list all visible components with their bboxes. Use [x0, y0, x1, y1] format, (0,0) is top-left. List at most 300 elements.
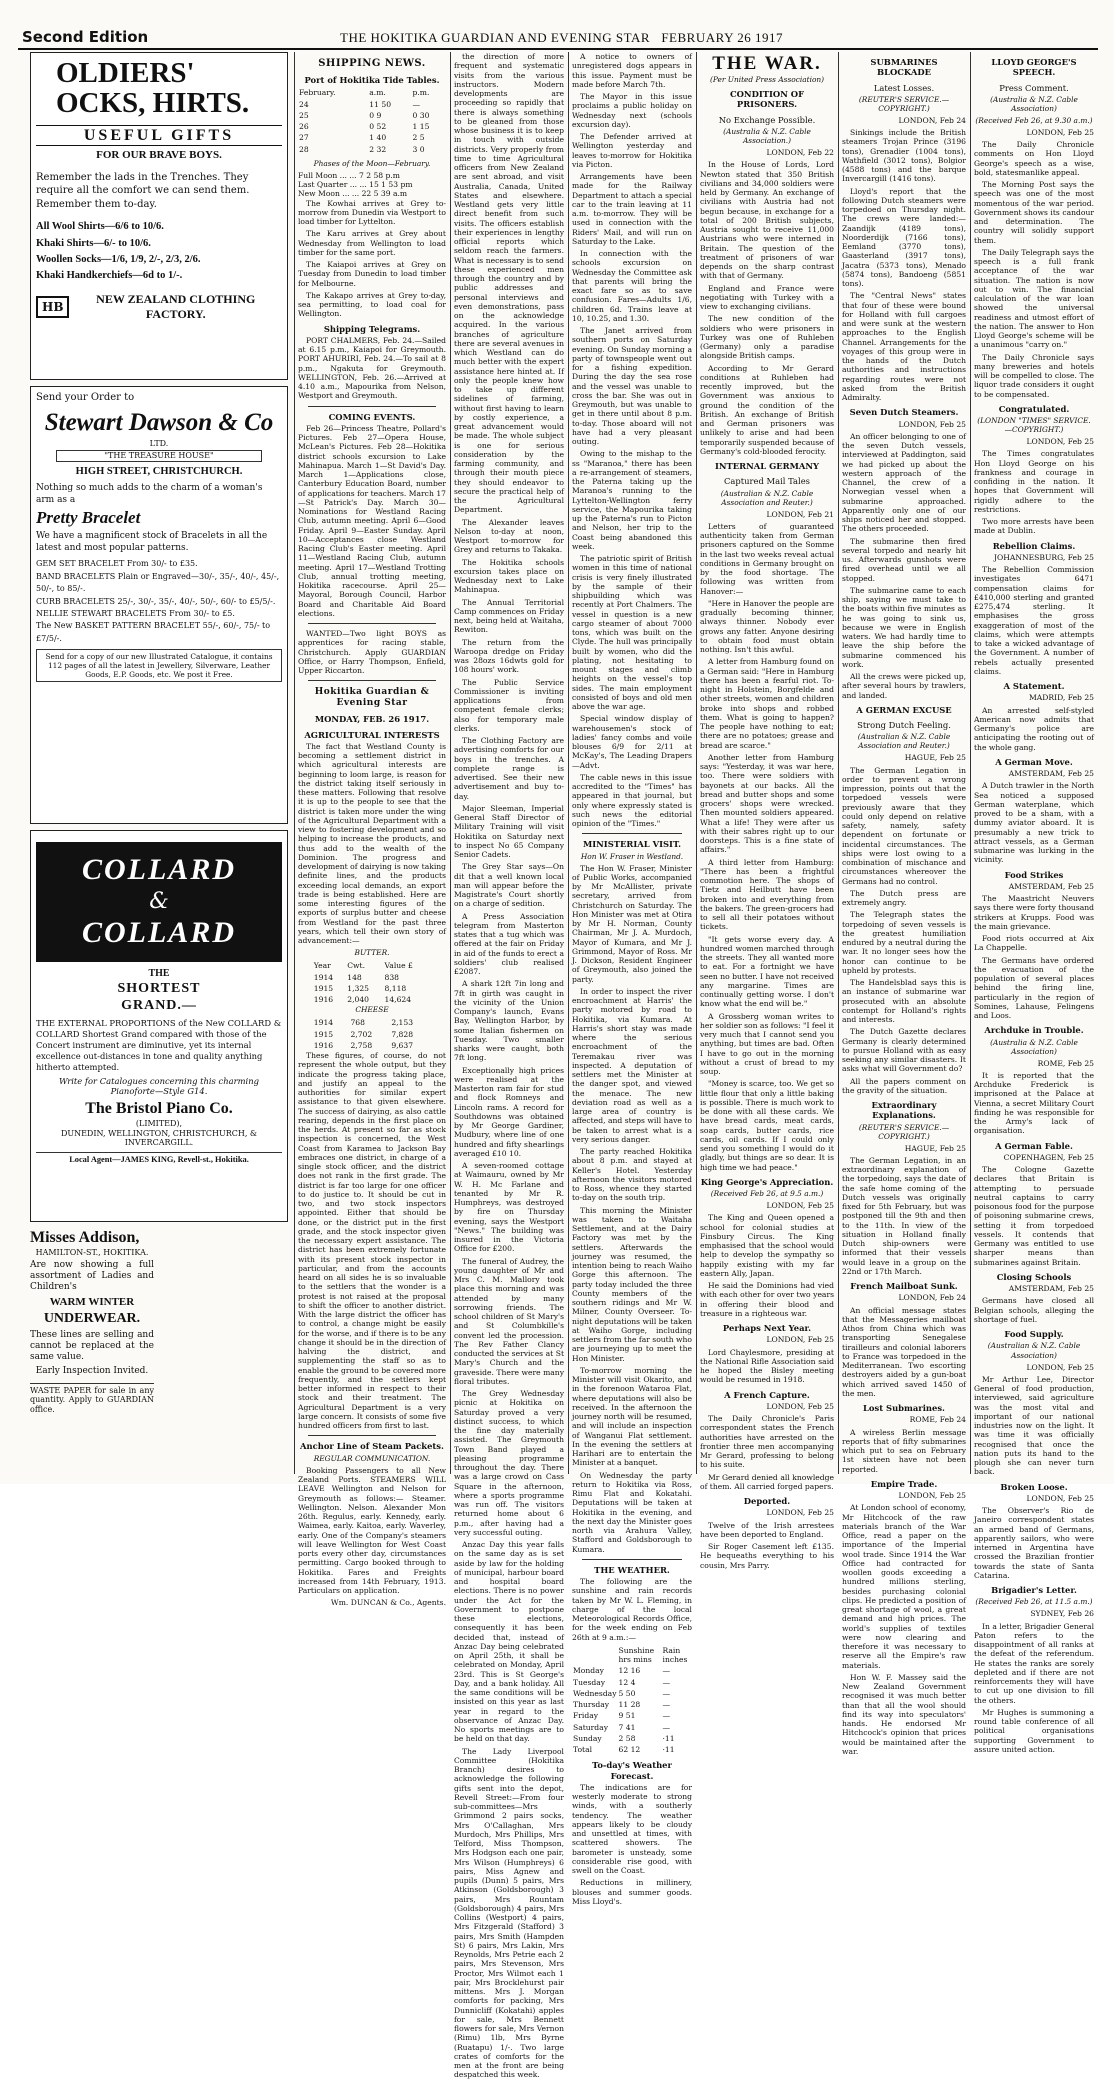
collard-the: THE	[148, 968, 170, 980]
war-paragraph: "It gets worse every day. A hundred women marched through the streets. They all wanted more to eat. For a fortnight we have seen no butter. I have not received any margarine. Times are continually getting worse. I don't know what the end will be."	[700, 934, 834, 1009]
tide-col-header: February.	[299, 88, 336, 98]
tide-cell: 24	[299, 99, 309, 109]
column-rule	[696, 52, 697, 1474]
tide-cell: 1 40	[369, 133, 387, 143]
dateline: HAGUE, Feb 25	[904, 1143, 966, 1153]
dateline: LONDON, Feb 25	[766, 1335, 834, 1345]
tide-table	[298, 87, 446, 155]
german-excuse-agency: (Australian & N.Z. Cable Association and Reuter.)	[857, 732, 951, 751]
statement-heading: A Statement.	[1003, 681, 1065, 692]
war-paragraph: The Daily Chronicle says many breweries and hotels will be compelled to close. The liquor trade considers it ought to be compensated.	[974, 352, 1094, 399]
war-paragraph: Mr Hughes is summoning a round table conference of all political organisations supporting Government to assure united action.	[974, 1707, 1094, 1754]
divider	[308, 623, 436, 624]
tide-cell: 3 0	[412, 144, 425, 154]
press-comment-agency: (Australia & N.Z. Cable Association)	[990, 94, 1078, 113]
news-paragraph: The Lady Liverpool Committee (Hokitika Branch) desires to acknowledge the following gifts sent into the depot, Revell Street:—From four sub-committees—Mrs Grimmond 2 pairs socks, Mrs O'Callaghan, Mrs Murdoch, Mrs Phillips, Mrs Telford, Miss Thompson, Mrs Hodgson each one pair, Mrs Wilson (Humphreys) 6 pairs, Miss Agnew and pupils (Dunn) 5 pairs, Mrs Atkinson (Goldsborough) 3 pairs, Mrs Rountam (Goldsborough) 4 pairs, Mrs Collins (Westport) 4 pairs, Mrs Fitzgerald (Stafford) 3 pairs, Mrs Smith (Hampden St) 6 pairs, Mrs Lakin, Mrs Reynolds, Mrs Petrie each 2 pairs, Mrs Stevenson, Mrs Proctor, Mrs Wilmot each 1 pair, Mrs Brocklehurst pair mittens. Mrs J. Morgan comforts for packing, Mrs Dunnicliff (Kokatahi) apples for sale, Mrs Bennett flowers for sale, Mrs Vernon (Rimu) 1lb, Mrs Byrne (Ruatapu) 1/-. Two large crates of comforts for the men at the front are being despatched this week.	[454, 1746, 564, 2080]
war-heading: THE WAR.	[712, 53, 822, 74]
weather-cell: Thursday	[573, 1700, 610, 1710]
visit-paragraph: The party reached Hokitika about 8 p.m. and stayed at Keller's Hotel. Yesterday afternoon the visitors motored to Ross, whence they started to-day on the south trip.	[572, 1147, 692, 1203]
news-paragraph: The cable news in this issue accredited to the "Times" has appeared in that journal, but only where expressly stated is such news the editorial opinion of the "Times."	[572, 772, 692, 828]
moon-phases-heading: Phases of the Moon—February.	[313, 158, 431, 168]
tide-cell: 11 50	[369, 99, 392, 109]
tide-cell: 2 5	[412, 133, 425, 143]
news-paragraph: A Press Association telegram from Masterton states that a tug which was offered at the fair on Friday in aid of the funds to erect a soldiers' club realised £2087.	[454, 911, 564, 976]
war-paragraph: The Daily Chronicle comments on Hon Lloyd George's speech as a wise, bold, statesmanlike appeal.	[974, 140, 1094, 177]
explanations-heading: Extraordinary Explanations.	[871, 1100, 937, 1121]
war-paragraph: The submarine came to each ship, saying we must take to the boats within five minutes as he was going to sink us, because we were in English waters. We had hardly time to leave the ship before the submarine commenced his work.	[842, 585, 966, 669]
tide-row	[298, 144, 446, 155]
war-paragraph: The Dutch Gazette declares Germany is clearly determined to pursue Holland with as easy seeking any similar disasters. It asks what will Government do?	[842, 1027, 966, 1074]
news-paragraph: Special window display of warehousemen's stock of ladies' fancy combs and voile blouses 6/9 for 2/11 at McKay's, The Leading Drapers—Advt.	[572, 714, 692, 770]
butter-row	[313, 994, 431, 1005]
war-paragraph: England and France were negotiating with Turkey with a view to exchanging civilians.	[700, 283, 834, 312]
visit-paragraph: To-morrow morning the Minister will visit Okarito, and in the forenoon Wataroa Flat, where deputations will also be received. In the afternoon the journey north will be resumed, and will include an inspection of Wanganui Flat settlement. In the evening the settlers at Harihari are to entertain the Minister at a banquet.	[572, 1365, 692, 1468]
bracelet-list	[36, 558, 282, 645]
war-paragraph: The Maastricht Neuvers says there were forty thousand strikers at Krupps. Food was the main grievance.	[974, 894, 1094, 931]
cheese-cell: 2,702	[350, 1029, 373, 1039]
weather-cell: —	[662, 1700, 671, 1710]
cheese-cell: 1915	[313, 1029, 334, 1039]
weather-col-header: Rain inches	[662, 1645, 688, 1665]
bracelet-item: NELLIE STEWART BRACELETS From 30/- to £5.	[36, 609, 235, 619]
butter-col-header: Cwt.	[347, 961, 366, 971]
tide-cell: —	[412, 99, 421, 109]
war-paragraph: Sinkings include the British steamers Trojan Prince (3196 tons), Grenadier (1004 tons), Wathfield (3012 tons), Bolgior (4588 tons) and the barque Invercargill (1416 tons).	[842, 128, 966, 184]
war-paragraph: The Germans have ordered the evacuation of the population of several places behind the firing line, particularly in the region of Somines, Lahause, Felingens and Loos.	[974, 955, 1094, 1021]
press-comment-heading: Press Comment.	[999, 82, 1069, 93]
dateline: LONDON, Feb 25	[766, 1401, 834, 1411]
column-rule	[568, 52, 569, 1474]
dateline: ROME, Feb 25	[1037, 1058, 1094, 1068]
war-paragraph: At London school of economy, Mr Hitchcock of the raw materials branch of the War Office, read a paper on the importance of the Imperial wool trade. Since 1914 the War Office had contracted for woollen goods exceeding a hundred millions sterling, besides purchasing colonial clips. He predicted a position of great shortage of wool, a great demand and high prices. The world's supplies of textiles were now clearing and therefore it was necessary to reserve all the Empire's raw materials.	[842, 1503, 966, 1670]
mailboat-heading: French Mailboat Sunk.	[850, 1281, 958, 1292]
internal-germany-heading: INTERNAL GERMANY	[714, 461, 819, 472]
butter-heading: BUTTER.	[354, 948, 390, 958]
weather-cell: —	[662, 1677, 671, 1687]
closing-schools-heading: Closing Schools	[996, 1271, 1072, 1282]
food-strikes-heading: Food Strikes	[1004, 869, 1064, 880]
anchor-line-heading: Anchor Line of Steam Packets.	[300, 1441, 444, 1452]
news-paragraph: A notice to owners of unregistered dogs appears in this issue. Payment must be made before March 7th.	[572, 52, 692, 89]
ministerial-visit-heading: MINISTERIAL VISIT.	[582, 839, 682, 850]
collard-grand: GRAND.—	[121, 998, 197, 1014]
news-paragraph: The Mayor in this issue proclaims a public holiday on Wednesday next (schools excursion day).	[572, 92, 692, 129]
war-paragraph: The Cologne Gazette declares that Britain is attempting to persuade neutral captains to carry poisonous food for the purpose of poisoning submarine crews, setting it from torpedoed vessels. It contends that Germany was entitled to use sharper means than submarines against Britain.	[974, 1165, 1094, 1267]
dateline: SYDNEY, Feb 26	[1030, 1609, 1094, 1619]
war-paragraph: Letters of guaranteed authenticity taken from German prisoners captured on the Somme in the last two weeks reveal actual conditions in Germany brought on by the food shortage. The following was written from Hanover:—	[700, 521, 834, 596]
collard-shortest: SHORTEST	[117, 981, 201, 997]
weather-table	[572, 1645, 692, 1756]
war-paragraph: Lord Chaylesmore, presiding at the National Rifle Association said he hoped the Bisley meeting would be resumed in 1918.	[700, 1347, 834, 1385]
divider	[308, 680, 436, 681]
brigadier-letter-heading: Brigadier's Letter.	[991, 1585, 1077, 1596]
news-paragraph: Exceptionally high prices were realised at the Masterton ram fair for stud and flock Romneys and Lincoln rams. A record for Southdowns was obtained by Mr George Gardiner, Mudbury, where line of one hundred and fifty shearlings averaged £10 10.	[454, 1065, 564, 1158]
dateline: LONDON, Feb 24	[898, 1293, 966, 1303]
french-capture-heading: A French Capture.	[724, 1389, 810, 1400]
divider	[308, 1435, 436, 1436]
rebellion-claims-heading: Rebellion Claims.	[992, 540, 1076, 551]
moon-phase: Full Moon ... ... 7 2 58 p.m	[298, 170, 401, 180]
war-paragraph: The German Legation in order to prevent a wrong impression, points out that the torpedoed vessels were previously aware that they could only depend on relative safety, namely, safety dependent on fortunate or incidental circumstances. The ships were lost owing to a combination of mischance and circumstances whereover the Germans had no control.	[842, 765, 966, 886]
lloyd-george-heading: LLOYD GEORGE'S SPEECH.	[991, 57, 1077, 78]
war-paragraph: The Observer's Rio de Janeiro correspondent states an armed band of Germans, apparently sailors, who were interned in Argentina have crossed the Brazilian frontier towards the state of Santa Catarina.	[974, 1506, 1094, 1580]
divider	[582, 1559, 682, 1560]
addison-early: Early Inspection Invited.	[35, 1365, 149, 1376]
anchor-line-agents: Wm. DUNCAN & Co., Agents.	[330, 1598, 446, 1608]
war-paragraph: The Daily Chronicle's Paris correspondent states the French authorities have arrested on the frontier three men accompanying Mr Gerard, professing to belong to his suite.	[700, 1414, 834, 1470]
dateline: LONDON, Feb 25	[898, 419, 966, 429]
price-item: All Wool Shirts—6/6 to 10/6.	[36, 221, 164, 233]
local-news-column	[454, 52, 564, 2080]
moon-phase: Last Quarter ... ... 15 1 53 pm	[298, 180, 413, 190]
war-sub: (Per United Press Association)	[709, 75, 825, 85]
weather-cell: ·11	[662, 1733, 675, 1743]
weather-cell: 11 28	[618, 1700, 641, 1710]
butter-col-header: Value £	[384, 961, 413, 971]
cheese-cell: 1914	[313, 1018, 334, 1028]
nz-hb-logo: HB	[36, 296, 69, 319]
news-paragraph: Arrangements have been made for the Railway Department to attach a special car to the train leaving at 11 a.m. to-morrow. They will be used in connection with the Riders' Mail, and will run on Saturday to the Lake.	[572, 172, 692, 246]
war-column	[700, 52, 834, 1570]
divider	[582, 833, 682, 834]
weather-cell: ·11	[662, 1745, 675, 1755]
internal-germany-sub: Captured Mail Tales	[724, 476, 810, 487]
ministerial-visit-sub: Hon W. Fraser in Westland.	[580, 851, 684, 861]
shipping-item: The Kaiapoi arrives at Grey on Tuesday from Dunedin to load timber for Melbourne.	[298, 260, 446, 288]
war-paragraph: Two more arrests have been made at Dublin.	[974, 517, 1094, 536]
submarine-heading: SUBMARINES BLOCKADE	[870, 57, 938, 78]
weather-cell: 5 50	[618, 1688, 636, 1698]
pretty-bracelet-heading: Pretty Bracelet	[36, 508, 141, 528]
addison-ad	[30, 1228, 154, 1415]
empire-trade-heading: Empire Trade.	[870, 1478, 938, 1489]
tide-row	[298, 99, 446, 110]
news-paragraph: The funeral of Audrey, the young daughter of Mr and Mrs C. M. Mallory took place this morning and was attended by many sorrowing friends. The school children of St Mary's and St Columbkille's convent led the procession. The Rev Father Clancy conducted the services at St Mary's Church and the graveside. There were many floral tributes.	[454, 1256, 564, 1386]
war-paragraph: Twelve of the Irish arrestees have been deported to England.	[700, 1520, 834, 1539]
soldiers-socks-shirts-title: OLDIERS' OCKS, HIRTS.	[56, 57, 250, 120]
dateline: HAGUE, Feb 25	[904, 753, 966, 763]
news-paragraph: The Defender arrived at Wellington yesterday and leaves to-morrow for Hokitika via Picton.	[572, 132, 692, 169]
clothing-price-list	[36, 219, 282, 284]
addison-underwear: UNDERWEAR.	[43, 1310, 141, 1326]
deported-heading: Deported.	[743, 1496, 791, 1507]
dateline: LONDON, Feb 25	[1026, 437, 1094, 447]
tide-table-heading: Port of Hokitika Tide Tables.	[304, 75, 440, 86]
collard-write: Write for Catalogues concerning this charming Pianoforte—Style G14.	[59, 1075, 259, 1097]
press-comment-received: (Received Feb 26, at 9.30 a.m.)	[975, 115, 1093, 125]
king-george-heading: King George's Appreciation.	[700, 1176, 834, 1187]
weather-intro: The following are the sunshine and rain records taken by Mr W. L. Fleming, in charge of the local Meteorological Records Office, for the week ending on Feb 26th at 9 a.m.:—	[572, 1577, 692, 1642]
butter-table	[313, 960, 431, 1005]
weather-cell: 62 12	[618, 1745, 641, 1755]
butter-header-row	[313, 960, 431, 971]
stewart-dawson-lead: Send your Order to	[36, 392, 135, 403]
weather-cell: —	[662, 1722, 671, 1732]
internal-germany-agency: (Australian & N.Z. Cable Association and Reuter.)	[720, 488, 814, 507]
coming-events-heading: COMING EVENTS.	[328, 411, 416, 422]
war-paragraph: He said the Dominions had vied with each other for over two years in offering their blood and treasure in a righteous war.	[700, 1281, 834, 1318]
masthead	[340, 30, 783, 46]
shipping-column	[298, 52, 446, 1608]
war-paragraph: In the House of Lords, Lord Newton stated that 350 British civilians and 34,000 soldiers were held by Germany. An exchange of civilians with Austria had not begun because, in exchange for a total of 200 British subjects, Austria sought to receive 11,000 Austrians who were interned in Britain. The question of the treatment of prisoners of war depends on the sharp contrast with that of Germany.	[700, 160, 834, 281]
news-paragraph: The patriotic spirit of British women in this time of national crisis is very finely illustrated by the sample of their shipbuilding which was recently at Port Chalmers. The vessel in question is a new cargo steamer of about 7000 tons, which was built on the Clyde. The hull was principally built by women, who did the plating, not hesitating to mount stages and climb heights on the vessel's top sides. The main employment consisted of boys and old men above the war age.	[572, 554, 692, 711]
price-item: Khaki Shirts—6/- to 10/6.	[36, 237, 151, 249]
shipping-item: The Kakapo arrives at Grey to-day, sea permitting, to load coal for Wellington.	[298, 290, 446, 319]
weather-row	[572, 1677, 692, 1688]
weather-col-header	[572, 1645, 618, 1666]
bracelet-stock-text: We have a magnificent stock of Bracelets in all the latest and most popular patterns.	[36, 531, 268, 553]
visit-paragraph: In order to inspect the river encroachment at Harris' the party motored by road to Hokitika, via Kumara. At Harris's short stay was made where the serious encroachment of the Teremakau river was inspected. A deputation of settlers met the Minister at the danger spot, and viewed the menace. The new deviation road as well as a large area of country is affected, and steps will have to be taken to arrest what is a very serious danger.	[572, 986, 692, 1144]
reductions-notice: Reductions in millinery, blouses and summer goods. Miss Lloyd's.	[572, 1878, 692, 1906]
addison-title: Misses Addison,	[30, 1229, 140, 1246]
edition-label: Second Edition	[22, 28, 149, 46]
congratulated-heading: Congratulated.	[998, 403, 1070, 414]
news-paragraph: A seven-roomed cottage at Waimauru, owned by Mr W. H. Mc Farlane and tenanted by Mr R. Humphreys, was destroyed by fire on Thursday evening, says the Westport "News." The building was insured in the Victoria Office for £200.	[454, 1161, 564, 1254]
news-paragraph: The Janet arrived from southern ports on Saturday evening. On Sunday morning a party of townspeople went out for a fishing expedition. During the day the sea rose and the vessel was unable to cross the bar. She was out in Greymouth, but was unable to get in there until about 8 p.m. to-day. Those aboard will not have had a very pleasant outing.	[572, 326, 692, 446]
page-header	[0, 0, 1114, 48]
german-fable-heading: A German Fable.	[995, 1140, 1073, 1151]
stewart-dawson-ad	[30, 386, 288, 824]
war-paragraph: The Handelsblad says this is an instance of submarine war prosecuted with an absolute contempt for Holland's rights and interests.	[842, 978, 966, 1025]
bracelet-item: GEM SET BRACELET From 30/- to £35.	[36, 559, 198, 569]
cheese-cell: 2,758	[350, 1040, 373, 1050]
war-paragraph: "Money is scarce, too. We get so little flour that only a little baking is possible. There is much work to be done with all these cards. We have bread cards, meat cards, soap cards, butter cards, rice cards, oil cards. If I could only send you something I would do it gladly, but things are so dear. It is high time we had peace."	[700, 1079, 834, 1172]
weather-heading: THE WEATHER.	[594, 1564, 670, 1575]
stewart-dawson-brand: Stewart Dawson & Co	[44, 409, 274, 437]
visit-paragraph: This morning the Minister was taken to Waitaha Settlement, and at the Dairy Factory was met by the settlers. Afterwards the journey was resumed, the intention being to reach Waiho Gorge this afternoon. The party today included the three County members of the southern ridings and Mr W. Milner, County Overseer. To-night deputations will be taken at Waiho Gorge, including settlers from the far south who are journeying up to meet the Hon Minister.	[572, 1205, 693, 1363]
stewart-dawson-ltd: LTD.	[149, 438, 169, 448]
weather-cell: Sunday	[573, 1733, 602, 1743]
coming-events-list: Feb 26—Princess Theatre, Pollard's Pictures. Feb 27—Opera House, McLean's Pictures. Feb 28—Hokitika district schools excursion to Lake Mahinapua. March 1—St David's Day. March 1—Applications close, Canterbury Education Board, number of applications for teachers. March 17—St Patrick's Day. March 30—Nominations for Westland Racing Club, autumn meeting. April 6—Good Friday. April 9—Easter Sunday. April 10—Acceptances close Westland Racing Club's Easter meeting. April 11—Westland Racing Club, autumn meeting. April 17—Westland Trotting Club, annual trotting meeting, Hokitika racecourse. April 25—Mayoral, Borough Council, Harbor Board and Charitable Aid Board elections.	[298, 423, 446, 618]
visit-paragraph: On Wednesday the party return to Hokitika via Ross, Rimu Flat and Kokatahi. Deputations will be taken at Hokitika in the evening, and the next day the Minister goes north via Arahura Valley, Stafford and Goldsborough to Kumara.	[572, 1470, 692, 1554]
war-paragraph: The King and Queen opened a school for colonial studies at Finsbury Circus. The King emphasised that the school would help to develop the sympathy so happily existing with my far eastern Ally, Japan.	[700, 1213, 834, 1278]
dateline: LONDON, Feb 25	[1026, 1362, 1094, 1372]
butter-cell: 8,118	[384, 983, 407, 993]
bracelet-item: The New BASKET PATTERN BRACELET 55/-, 60/-, 75/- to £7/5/-.	[36, 621, 271, 643]
war-paragraph: The Morning Post says the speech was one of the most momentous of the war period. Government shows its candour and determination. The country will solidly support them.	[974, 180, 1094, 245]
dateline: JOHANNESBURG, Feb 25	[993, 552, 1094, 562]
war-paragraph: A Dutch trawler in the North Sea noticed a supposed German waterplane, which proved to be a sham, with a dummy aviator aboard. It is presumably a new trick to attract vessels, as a German submarine was lurking in the vicinity.	[974, 781, 1094, 865]
tide-row	[298, 110, 446, 121]
cheese-cell: 2,153	[391, 1018, 414, 1028]
next-year-heading: Perhaps Next Year.	[722, 1323, 812, 1334]
tide-row	[298, 132, 446, 143]
war-paragraph: Food riots occurred at Aix La Chappelle.	[974, 934, 1094, 953]
stewart-dawson-street: HIGH STREET, CHRISTCHURCH.	[75, 466, 243, 478]
food-supply-heading: Food Supply.	[1004, 1329, 1064, 1340]
prisoners-agency: (Australia & N.Z. Cable Association.)	[723, 126, 811, 145]
butter-cell: 1,325	[347, 983, 369, 993]
dateline: AMSTERDAM, Feb 25	[1008, 769, 1094, 779]
tide-cell: 25	[299, 110, 309, 120]
dutch-steamers-heading: Seven Dutch Steamers.	[849, 407, 959, 418]
visit-paragraph: The Hon W. Fraser, Minister of Public Works, accompanied by Mr McAllister, private secretary, arrived from Christchurch on Saturday. The Hon Minister was met at Otira by Mr H. Norman, County Chairman, Mr J. A. Murdoch, Mayor of Kumara, and Mr J. Grimmond, Mayor of Ross. Mr J. Dickson, Resident Engineer of Greymouth, also joined the party.	[572, 863, 692, 984]
war-paragraph: Germans have closed all Belgian schools, alleging the shortage of fuel.	[974, 1296, 1094, 1324]
column-rule	[970, 52, 971, 1474]
war-paragraph: In a letter, Brigadier General Paton refers to the disappointment of all ranks at the defeat of the referendum. He states the ranks are sorely depleted and if there are not reinforcements they will have to cut up one division to fill the others.	[974, 1621, 1094, 1705]
butter-cell: 14,624	[384, 995, 412, 1005]
shipping-telegrams: PORT CHALMERS, Feb. 24.—Sailed at 6.15 p.m., Kaiapoi for Greymouth. PORT AHURIRI, Feb. 24.—To sail at 8 p.m., Ngakuta for Greymouth. WELLINGTON, Feb. 26.—Arrived at 4.10 a.m., Mapourika from Nelson, Westport and Greymouth.	[298, 335, 446, 401]
news-paragraph: The Hokitika schools excursion takes place on Wednesday next to Lake Mahinapua.	[454, 557, 564, 595]
submarine-column	[842, 52, 966, 1756]
collard-body: THE EXTERNAL PROPORTIONS of the New COLLARD & COLLARD Shortest Grand compared with those of the Concert instrument are diminutive, yet its internal excellence out-distances in tone and quality anything hitherto attempted.	[36, 1018, 282, 1073]
tide-cell: 1 15	[412, 122, 430, 132]
collard-word: COLLARD	[81, 916, 236, 950]
submarine-sub: Latest Losses.	[873, 82, 935, 93]
war-paragraph: An arrested self-styled American now admits that Germany's police are anticipating the rooting out of the whole gang.	[974, 705, 1094, 752]
dateline: LONDON, Feb 25	[1026, 127, 1094, 137]
bristol-address: DUNEDIN, WELLINGTON, CHRISTCHURCH, & INVERCARGILL.	[60, 1128, 258, 1148]
butter-col-header: Year	[313, 961, 331, 971]
tide-cell: 0 9	[369, 110, 382, 120]
bristol-piano-name: The Bristol Piano Co.	[85, 1100, 233, 1118]
war-paragraph: A Grossberg woman writes to her soldier son as follows: "I feel it very much that I cannot send you anything, but times are bad. Often I have to go out in the morning without a crust of bread to my soup.	[700, 1011, 834, 1077]
tide-header-row	[298, 87, 446, 98]
war-paragraph: The new condition of the soldiers who were prisoners in Turkey was one of Ruhleben (Germany) only a paradise alongside British camps.	[700, 314, 834, 361]
archduke-agency: (Australia & N.Z. Cable Association)	[990, 1037, 1078, 1056]
bristol-ltd: (LIMITED),	[135, 1118, 183, 1128]
news-paragraph: A shark 12ft 7in long and 7ft in girth was caught in the vicinity of the Union Company's launch, Evans Bay, Wellington Harbor, by some Italian fishermen on Tuesday. Two smaller sharks were caught, both 7ft long.	[454, 979, 564, 1063]
cheese-cell: 7,828	[391, 1029, 414, 1039]
paper-date: MONDAY, FEB. 26 1917.	[314, 714, 430, 725]
german-excuse-heading: A GERMAN EXCUSE	[856, 704, 952, 715]
forecast-heading: To-day's Weather Forecast.	[592, 1760, 672, 1781]
weather-row	[572, 1710, 692, 1721]
paper-title: Hokitika Guardian & Evening Star	[314, 687, 430, 709]
divider	[308, 406, 436, 407]
waste-paper-ad: WASTE PAPER for sale in any quantity. Apply to GUARDIAN office.	[30, 1383, 154, 1415]
weather-total-row	[572, 1744, 692, 1755]
tide-cell: 0 52	[369, 122, 387, 132]
dateline: LONDON, Feb 25	[1026, 1493, 1094, 1503]
collard-word: COLLARD	[81, 853, 236, 886]
moon-phase: New Moon ... ... 22 5 39 a.m	[298, 189, 408, 199]
weather-cell: Saturday	[573, 1722, 608, 1732]
dateline: AMSTERDAM, Feb 25	[1008, 881, 1094, 891]
tide-cell: 27	[299, 133, 309, 143]
tide-cell: 0 30	[412, 110, 430, 120]
cheese-row	[313, 1017, 431, 1028]
dateline: LONDON, Feb 21	[766, 509, 834, 519]
butter-row	[313, 983, 431, 994]
addison-street: HAMILTON-ST., HOKITIKA.	[35, 1247, 149, 1257]
weather-cell: —	[662, 1666, 671, 1676]
broken-loose-heading: Broken Loose.	[1000, 1481, 1068, 1492]
food-supply-agency: (Australian & N.Z. Cable Association)	[987, 1341, 1081, 1360]
cheese-cell: 9,637	[391, 1040, 414, 1050]
treasure-house-label: "THE TREASURE HOUSE"	[56, 450, 262, 462]
war-paragraph: "Here in Hanover the people are gradually becoming thinner, always thinner. Nobody ever grows any fatter. Anyone desiring to obtain food must obtain nothing. Isn't this awful.	[700, 598, 834, 655]
cheese-cell: 768	[350, 1018, 365, 1028]
dateline: COPENHAGEN, Feb 25	[1003, 1152, 1094, 1162]
collard-ampersand: &	[149, 888, 169, 914]
tide-cell: 26	[299, 122, 309, 132]
news-paragraph: The Alexander leaves Nelson to-day at noon, Westport to-morrow for Grey and returns to Takaka.	[454, 517, 564, 555]
shipping-telegrams-heading: Shipping Telegrams.	[323, 323, 421, 334]
butter-cell: 2,040	[347, 995, 369, 1005]
war-paragraph: All the crews were picked up, after several hours by trawlers, and landed.	[842, 672, 966, 700]
news-paragraph: The return from the Waroopa dredge on Friday was 28ozs 16dwts gold for 108 hours' work.	[454, 637, 564, 675]
cheese-cell: 1916	[313, 1040, 334, 1050]
local-agent: Local Agent—JAMES KING, Revell-st., Hokitika.	[36, 1152, 282, 1165]
dateline: LONDON, Feb 24	[898, 115, 966, 125]
dateline: LONDON, Feb 25	[898, 1491, 966, 1501]
clothing-ad-footer	[36, 292, 282, 321]
war-paragraph: Sir Roger Casement left £135. He bequeaths everything to his cousin, Mrs Parry.	[700, 1542, 834, 1570]
weather-cell: 7 41	[618, 1722, 636, 1732]
war-paragraph: The Daily Telegraph says the speech is a full frank acceptance of the war situation. The nation is now out to win. The financial calculation of the war loan showed the universal readiness and utmost effort of the nation. The answer to Hon Lloyd George's scheme will be a unanimous "carry on."	[974, 247, 1094, 350]
weather-cell: Total	[573, 1745, 593, 1755]
submarine-agency: (REUTER'S SERVICE.—COPYRIGHT.)	[858, 94, 950, 113]
shipping-item: The Kowhai arrives at Grey to-morrow from Dunedin via Westport to load timber for Lyttelton.	[298, 198, 446, 227]
butter-cell: 1915	[313, 983, 334, 993]
weather-cell: Wednesday	[573, 1688, 617, 1698]
butter-cell: 1916	[313, 995, 334, 1005]
war-paragraph: Another letter from Hamburg says: "Yesterday, it was war here, too. There were soldiers with bayonets at our backs. All the bread and butter shops and some grocers' shops were wrecked. Then mounted soldiers appeared. What a life! They were after us with their sabres right up to our doorsteps. This is a fine state of affairs."	[700, 752, 834, 855]
german-move-heading: A German Move.	[995, 756, 1073, 767]
king-george-received: (Received Feb 26, at 9.5 a.m.)	[710, 1189, 824, 1199]
ads-column	[30, 52, 288, 1476]
dateline: MADRID, Feb 25	[1029, 693, 1094, 703]
weather-cell: 9 51	[618, 1711, 636, 1721]
tide-cell: 2 32	[369, 144, 387, 154]
tide-row	[298, 121, 446, 132]
news-paragraph: The Clothing Factory are advertising comforts for our boys in the trenches. A complete range is advertised. See their new advertisement and buy to-day.	[454, 736, 564, 801]
war-paragraph: It is reported that the Archduke Frederick is imprisoned at the Palace at Vienna, a secret Military Court finding he was responsible for the Army's lack of organisation.	[974, 1070, 1094, 1136]
prisoners-heading: CONDITION OF PRISONERS.	[729, 89, 805, 110]
tide-cell: 28	[299, 144, 309, 154]
news-paragraph: Major Sleeman, Imperial General Staff Director of Military Training will visit Hokitika on Saturday next to inspect No 65 Company Senior Cadets.	[454, 803, 564, 859]
weather-row	[572, 1665, 692, 1676]
weather-cell: 2 58	[618, 1733, 636, 1743]
weather-row	[572, 1688, 692, 1699]
archduke-heading: Archduke in Trouble.	[984, 1025, 1084, 1036]
news-paragraph: The Annual Territorial Camp commences on Friday next, being held at Waitaha, Rewiton.	[454, 597, 564, 635]
congratulated-agency: (LONDON "TIMES" SERVICE.—COPYRIGHT.)	[977, 416, 1091, 435]
war-paragraph: Mr Gerard denied all knowledge of them. All carried forged papers.	[700, 1472, 834, 1491]
bracelet-item: CURB BRACELETS 25/-, 30/-, 35/-, 40/-, 50/-, 60/- to £5/5/-.	[36, 596, 276, 606]
anchor-line-text: Booking Passengers to all New Zealand Ports. STEAMERS WILL LEAVE Wellington and Nelson for Greymouth as follows:— Steamer. Wellington. Nelson. Alexander Mon 26th. Regulus, early. Kennedy, early. Waimea, early. Kaitoa, early. Waverley, early. One of the Company's steamers will leave Wellington for West Coast ports every other day, circumstances permitting. Cargo booked through to Hokitika. Fares and Freights increased from 14th February, 1913. Particulars on application.	[298, 1465, 446, 1595]
forecast-text: The indications are for westerly moderate to strong winds, with a southerly tendency. The weather appears likely to be cloudy and unsettled at times, with scattered showers. The barometer is unsteady, some considerable rise good, with swell on the Coast.	[572, 1782, 692, 1876]
bracelet-intro: Nothing so much adds to the charm of a woman's arm as a	[36, 482, 263, 505]
weather-cell: Monday	[573, 1666, 604, 1676]
war-paragraph: The Dutch press are extremely angry.	[842, 888, 966, 908]
war-paragraph: Hon W. F. Massey said the New Zealand Government recognised it was much better than that all the wool should find its way into speculators' hands. He endorsed Mr Hitchcock's opinion that prices would be maintained after the war.	[842, 1672, 966, 1756]
news-paragraph: The Grey Wednesday picnic at Hokitika on Saturday proved a very distinct success, to which the fine day materially assisted. The Greymouth Town Band played a pleasing programme throughout the day. There was a large crowd on Cass Square in the afternoon, where a sports programme was run off. The visitors returned home about 6 p.m., after having had a very successful outing.	[454, 1389, 564, 1537]
price-item: Khaki Handkerchiefs—6d to 1/-.	[36, 270, 183, 282]
butter-row	[313, 972, 431, 983]
dateline: LONDON, Feb 22	[766, 148, 834, 158]
news-paragraph: Anzac Day this year falls on the same day as is set aside by law for the holding of municipal, harbour board and hospital board elections. There is no power under the Act for the Government to postpone these elections, consequently it has been decided that, instead of Anzac Day being celebrated on April 25th, it shall be celebrated on Monday, April 23rd. This is St George's Day, and a bank holiday. All the same conditions will be insisted on this year as last year in regard to the observance of Anzac Day. No sports meetings are to be held on that day.	[454, 1540, 564, 1744]
war-paragraph: The Telegraph states the torpedoing of seven vessels is the greatest humiliation endured by a neutral during the war. It no longer sees how the honor can continue to be upheld by protests.	[842, 910, 966, 975]
addison-body2: These lines are selling and cannot be replaced at the same value.	[30, 1329, 154, 1362]
header-rule	[18, 48, 1098, 50]
weather-cell: —	[662, 1711, 671, 1721]
weather-col-header: Sunshine hrs mins	[618, 1645, 655, 1665]
weather-row	[572, 1722, 692, 1733]
cheese-row	[313, 1040, 431, 1051]
lost-submarines-heading: Lost Submarines.	[863, 1403, 945, 1414]
masthead-date: FEBRUARY 26 1917	[661, 30, 783, 45]
agricultural-text: These figures, of course, do not represent the whole output, but they indicate the progress taking place, and justify an appeal to the authorities for similar expert assistance to that given elsewhere. The success of dairying, as also cattle rearing, depends in the first place on the herds. At present so far as stock inspection is concerned, the West Coast from Karamea to Jackson Bay embraces one district, in charge of a single stock officer, and the district does not rank in the first grade. The district is far too large for one officer to do justice to. It should be cut in two, and two stock inspectors appointed. Either that should be done, or the district put in the first grade, and the stock inspector given the necessary expert assistance. The district has been extremely fortunate with its present stock inspector in particular, and from the accounts heard on all sides he is so invaluable to the settlers that the wonder is a protest is not raised at the proposal to shift the officer to another district. With the large district the officer has to control, a change might be easily for the worse, and if there is to be any change it should be in the direction of halving the district, and supplementing the staff so as to enable the ground to be covered more frequently, and the settlers kept better informed in respect to their stock and their treatment. The Agricultural Department is a very large concern. It consists of some five hundred officers from first to last.	[298, 1051, 446, 1431]
brave-boys-sub: FOR OUR BRAVE BOYS.	[96, 149, 222, 162]
dateline: LONDON, Feb 25	[766, 1201, 834, 1211]
clothing-factory-name: NEW ZEALAND CLOTHING FACTORY.	[96, 292, 256, 321]
prisoners-sub: No Exchange Possible.	[718, 114, 816, 125]
tide-col-header: a.m.	[369, 88, 386, 98]
cheese-row	[313, 1029, 431, 1040]
war-paragraph: An official message states that the Messageries mailboat Athos from China which was transporting Senegalese tirailleurs and colonial laborers to France was torpedoed in the Mediterranean. Two escorting destroyers aided by a gun-boat which arrived saved 1450 of the men.	[842, 1305, 966, 1398]
